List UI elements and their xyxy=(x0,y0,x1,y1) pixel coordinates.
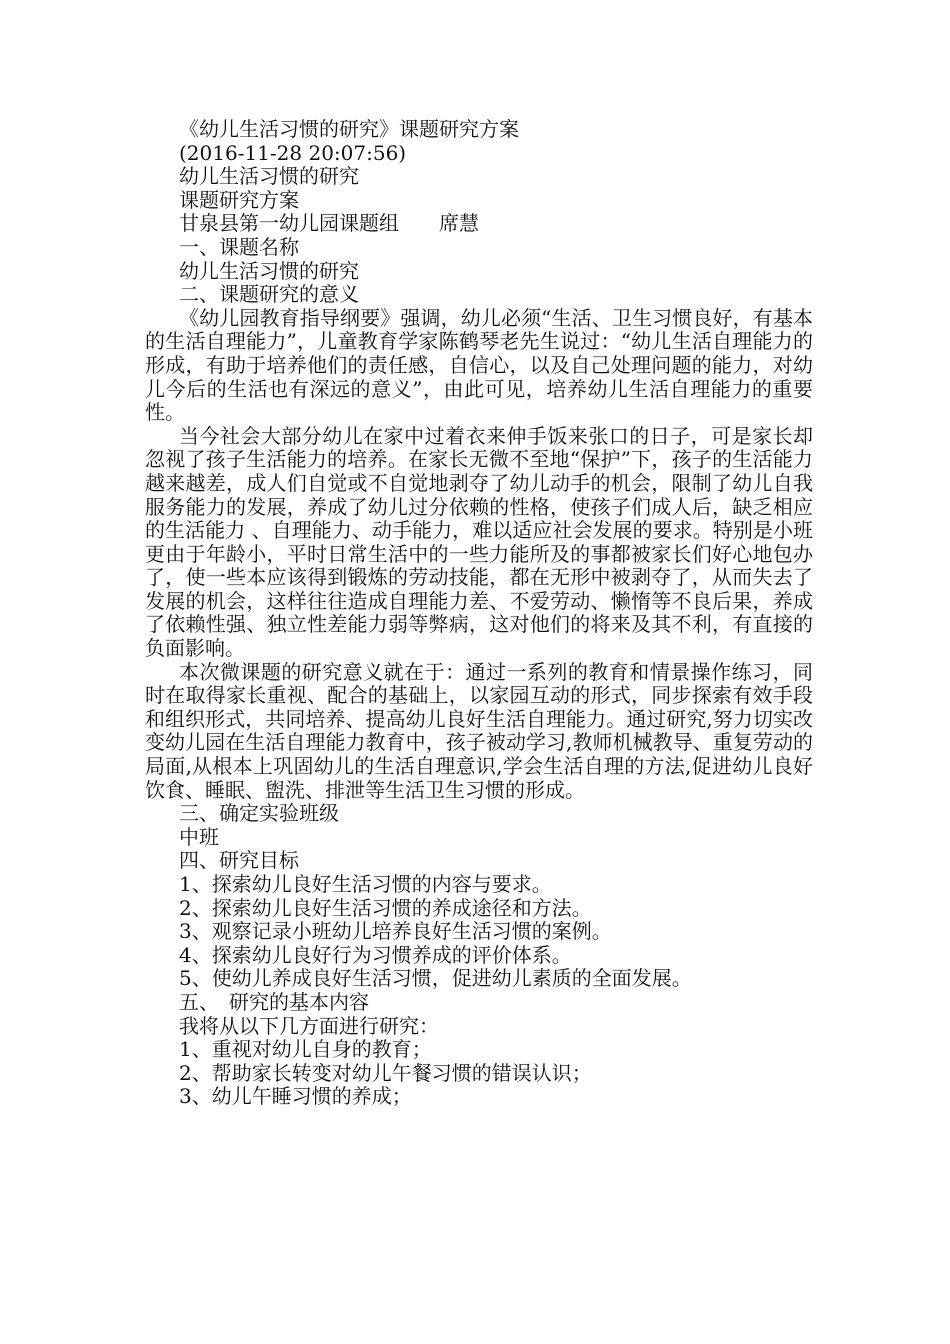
section-2-paragraph-2: 当今社会大部分幼儿在家中过着衣来伸手饭来张口的日子，可是家长却忽视了孩子生活能力的培养。在家长无微不至地“保护”下，孩子的生活能力越来越差，成人们自觉或不自觉地剥夺了幼儿动手的机会，限制了幼儿自我服务能力的发展，养成了幼儿过分依赖的性格，使孩子们成人后，缺乏相应的生活能力 、自理能力、动手能力，难以适应社会发展的要求。特别是小班更由于年龄小，平时日常生活中的一些力能所及的事都被家长们好心地包办了，使一些本应该得到锻炼的劳动技能，都在无形中被剥夺了，从而失去了发展的机会，这样往往造成自理能力差、不爱劳动、懒惰等不良后果，养成了依赖性强、独立性差能力弱等弊病，这对他们的将来及其不利，有直接的负面影响。 xyxy=(145,423,813,661)
section-5-heading: 五、 研究的基本内容 xyxy=(179,989,369,1014)
document-title: 《幼儿生活习惯的研究》课题研究方案 xyxy=(179,117,519,141)
section-2-paragraph-1: 《幼儿园教育指导纲要》强调，幼儿必须“生活、卫生习惯良好，有基本的生活自理能力”，儿童教育学家陈鹤琴老先生说过：“幼儿生活自理能力的形成，有助于培养他们的责任感，自信心，以及自己处理问题的能力，对幼儿今后的生活也有深远的意义”，由此可见，培养幼儿生活自理能力的重要性。 xyxy=(145,305,813,425)
document-subtitle-2: 课题研究方案 xyxy=(179,187,299,212)
section-4-item: 4、探索幼儿良好行为习惯养成的评价体系。 xyxy=(179,942,572,967)
section-4-item: 5、使幼儿养成良好生活习惯，促进幼儿素质的全面发展。 xyxy=(179,966,692,991)
section-4-item: 3、观察记录小班幼儿培养良好生活习惯的案例。 xyxy=(179,919,612,944)
author-line: 甘泉县第一幼儿园课题组 席慧 xyxy=(179,211,479,236)
section-1-content: 幼儿生活习惯的研究 xyxy=(179,258,359,283)
section-5-intro: 我将从以下几方面进行研究： xyxy=(179,1013,439,1038)
section-4-item: 2、探索幼儿良好生活习惯的养成途径和方法。 xyxy=(179,895,592,920)
section-4-item: 1、探索幼儿良好生活习惯的内容与要求。 xyxy=(179,872,552,896)
section-5-item: 1、重视对幼儿自身的教育； xyxy=(179,1037,432,1062)
section-3-content: 中班 xyxy=(179,824,219,849)
section-2-heading: 二、课题研究的意义 xyxy=(179,282,359,307)
publish-datetime: (2016-11-28 20:07:56) xyxy=(179,140,407,165)
section-2-paragraph-3: 本次微课题的研究意义就在于：通过一系列的教育和情景操作练习，同时在取得家长重视、配合的基础上，以家园互动的形式，同步探索有效手段和组织形式，共同培养、提高幼儿良好生活自理能力。通过研究,努力切实改变幼儿园在生活自理能力教育中，孩子被动学习,教师机械教导、重复劳动的局面,从根本上巩固幼儿的生活自理意识,学会生活自理的方法,促进幼儿良好饮食、睡眠、盥洗、排泄等生活卫生习惯的形成。 xyxy=(145,659,813,802)
section-3-heading: 三、确定实验班级 xyxy=(179,801,339,826)
section-5-item: 3、幼儿午睡习惯的养成； xyxy=(179,1084,412,1109)
section-4-heading: 四、研究目标 xyxy=(179,848,299,873)
document-page xyxy=(145,118,813,1109)
section-1-heading: 一、课题名称 xyxy=(179,234,299,259)
section-5-item: 2、帮助家长转变对幼儿午餐习惯的错误认识； xyxy=(179,1060,592,1085)
document-subtitle: 幼儿生活习惯的研究 xyxy=(179,164,359,189)
